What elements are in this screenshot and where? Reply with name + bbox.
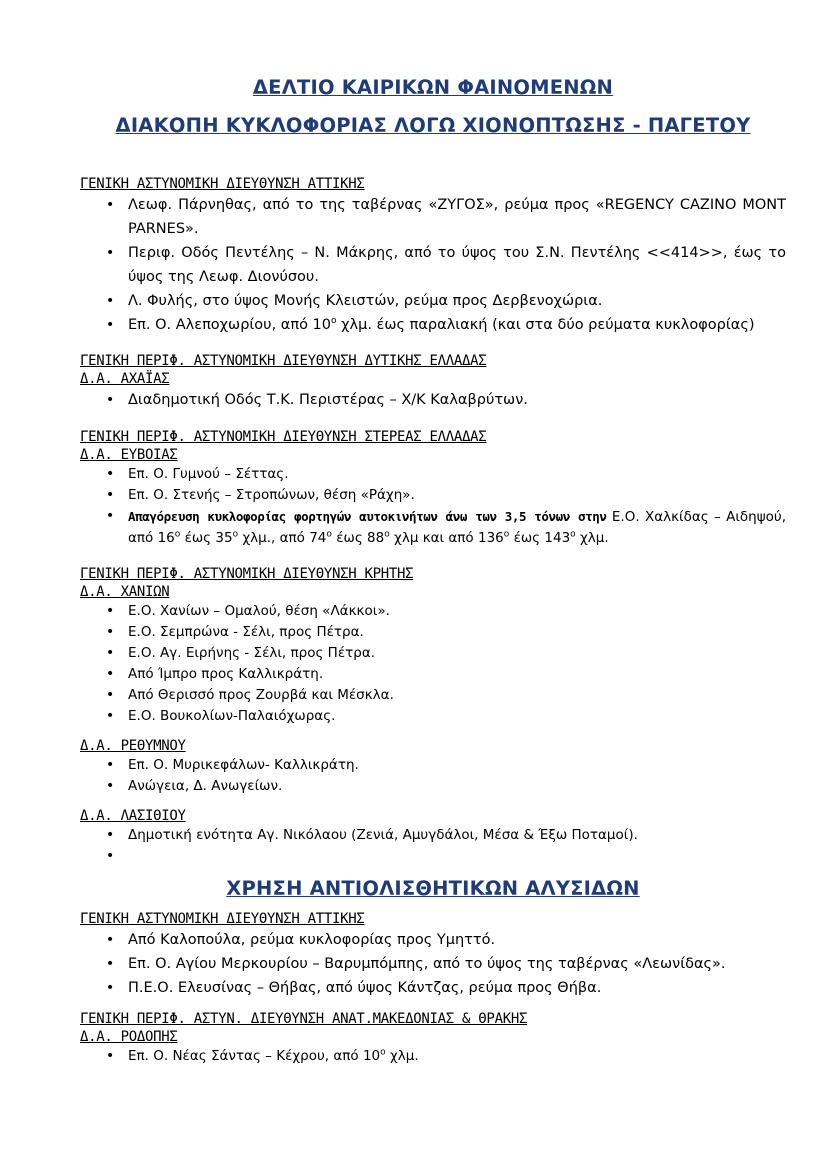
subsection-heading-evia: Δ.Α. ΕΥΒΟΙΑΣ <box>80 447 178 463</box>
section-heading-chains-attica: ΓΕΝΙΚΗ ΑΣΤΥΝΟΜΙΚΗ ΔΙΕΥΘΥΝΣΗ ΑΤΤΙΚΗΣ <box>80 911 365 927</box>
list-item-empty <box>128 846 786 867</box>
section-heading-central-greece: ΓΕΝΙΚΗ ΠΕΡΙΦ. ΑΣΤΥΝΟΜΙΚΗ ΔΙΕΥΘΥΝΣΗ ΣΤΕΡΕΑΣ ΕΛΛΑΔΑΣ <box>80 429 487 445</box>
rethymno-closures-list <box>80 755 786 797</box>
list-item: • Ε.Ο. Σεμπρώνα - Σέλι, προς Πέτρα. <box>128 622 786 643</box>
section-heading-east-macedonia-thrace: ΓΕΝΙΚΗ ΠΕΡΙΦ. ΑΣΤΥΝ. ΔΙΕΥΘΥΝΣΗ ΑΝΑΤ.ΜΑΚΕΔΟΝΙΑΣ & ΘΡΑΚΗΣ <box>80 1011 528 1027</box>
document-title: ΔΕΛΤΙΟ ΚΑΙΡΙΚΩΝ ΦΑΙΝΟΜΕΝΩΝ <box>252 76 614 99</box>
list-item: • Επ. Ο. Μυρικεφάλων- Καλλικράτη. <box>128 755 786 776</box>
subsection-heading-rodopi: Δ.Α. ΡΟΔΟΠΗΣ <box>80 1029 178 1045</box>
achaia-closures-list <box>80 388 786 412</box>
list-item: • Από Καλοπούλα, ρεύμα κυκλοφορίας προς Υμηττό. <box>128 928 786 952</box>
list-item: • Επ. Ο. Στενής – Στροπώνων, θέση «Ράχη». <box>128 485 786 506</box>
list-item: • Επ. Ο. Νέας Σάντας – Κέχρου, από $10^o$ χλμ. <box>128 1046 786 1067</box>
evia-closures-list <box>80 464 786 549</box>
list-item: • Λεωφ. Πάρνηθας, από το της ταβέρνας «ΖΥΓΟΣ», ρεύμα προς «REGENCY CAZINO MONT PARNES». <box>128 193 786 241</box>
list-item: • Διαδημοτική Οδός Τ.Κ. Περιστέρας – Χ/Κ Καλαβρύτων. <box>128 388 786 412</box>
list-item: • Ε.Ο. Χανίων – Ομαλού, θέση «Λάκκοι». <box>128 601 786 622</box>
subsection-heading-chania: Δ.Α. ΧΑΝΙΩΝ <box>80 584 170 600</box>
list-item: • Επ. Ο. Αλεποχωρίου, από $10^o$ χλμ. έως παραλιακή (και στα δύο ρεύματα κυκλοφορίας) <box>128 313 786 337</box>
chania-closures-list <box>80 601 786 727</box>
list-item: • Ε.Ο. Αγ. Ειρήνης - Σέλι, προς Πέτρα. <box>128 643 786 664</box>
subsection-heading-rethymno: Δ.Α. ΡΕΘΥΜΝΟΥ <box>80 738 186 754</box>
list-item: • Περιφ. Οδός Πεντέλης – Ν. Μάκρης, από το ύψος του Σ.Ν. Πεντέλης <<414>>, έως το ύψος της Λεωφ. Διονύσου. <box>128 241 786 289</box>
list-item: • Δημοτική ενότητα Αγ. Νικόλαου (Ζενιά, Αμυγδάλοι, Μέσα & Έξω Ποταμοί). <box>128 825 786 846</box>
chains-attica-list <box>80 928 786 1000</box>
list-item: • Από Θερισσό προς Ζουρβά και Μέσκλα. <box>128 685 786 706</box>
section-heading-west-greece: ΓΕΝΙΚΗ ΠΕΡΙΦ. ΑΣΤΥΝΟΜΙΚΗ ΔΙΕΥΘΥΝΣΗ ΔΥΤΙΚΗΣ ΕΛΛΑΔΑΣ <box>80 353 487 369</box>
lasithi-closures-list <box>80 825 786 867</box>
list-item: • Από Ίμπρο προς Καλλικράτη. <box>128 664 786 685</box>
list-item: • Επ. Ο. Αγίου Μερκουρίου – Βαρυμπόμπης, από το ύψος της ταβέρνας «Λεωνίδας». <box>128 952 786 976</box>
list-item: • Ε.Ο. Βουκολίων-Παλαιόχωρας. <box>128 706 786 727</box>
truck-ban-notice: Απαγόρευση κυκλοφορίας φορτηγών αυτοκινήτων άνω των 3,5 τόνων στην <box>128 509 607 524</box>
attica-closures-list <box>80 193 786 337</box>
subsection-heading-achaia: Δ.Α. ΑΧΑΪΑΣ <box>80 371 170 387</box>
closures-title: ΔΙΑΚΟΠΗ ΚΥΚΛΟΦΟΡΙΑΣ ΛΟΓΩ ΧΙΟΝΟΠΤΩΣΗΣ - ΠΑΓΕΤΟΥ <box>115 114 751 137</box>
list-item: • Απαγόρευση κυκλοφορίας φορτηγών αυτοκινήτων άνω των 3,5 τόνων στην Ε.Ο. Χαλκίδας – Αιδηψού, από $16^o$ έως $35^o$ χλμ., από $74^o$ έως $88^o$ χλμ και από $136^o$ έως $143^o$ χλμ. <box>128 506 786 549</box>
rodopi-chains-list <box>80 1046 786 1067</box>
chains-title: ΧΡΗΣΗ ΑΝΤΙΟΛΙΣΘΗΤΙΚΩΝ ΑΛΥΣΙΔΩΝ <box>226 877 640 900</box>
section-heading-crete: ΓΕΝΙΚΗ ΠΕΡΙΦ. ΑΣΤΥΝΟΜΙΚΗ ΔΙΕΥΘΥΝΣΗ ΚΡΗΤΗΣ <box>80 566 414 582</box>
list-item: • Λ. Φυλής, στο ύψος Μονής Κλειστών, ρεύμα προς Δερβενοχώρια. <box>128 289 786 313</box>
section-heading-attica: ΓΕΝΙΚΗ ΑΣΤΥΝΟΜΙΚΗ ΔΙΕΥΘΥΝΣΗ ΑΤΤΙΚΗΣ <box>80 176 365 192</box>
list-item: • Π.Ε.Ο. Ελευσίνας – Θήβας, από ύψος Κάντζας, ρεύμα προς Θήβα. <box>128 976 786 1000</box>
list-item: • Επ. Ο. Γυμνού – Σέττας. <box>128 464 786 485</box>
list-item: • Ανώγεια, Δ. Ανωγείων. <box>128 776 786 797</box>
subsection-heading-lasithi: Δ.Α. ΛΑΣΙΘΙΟΥ <box>80 808 186 824</box>
